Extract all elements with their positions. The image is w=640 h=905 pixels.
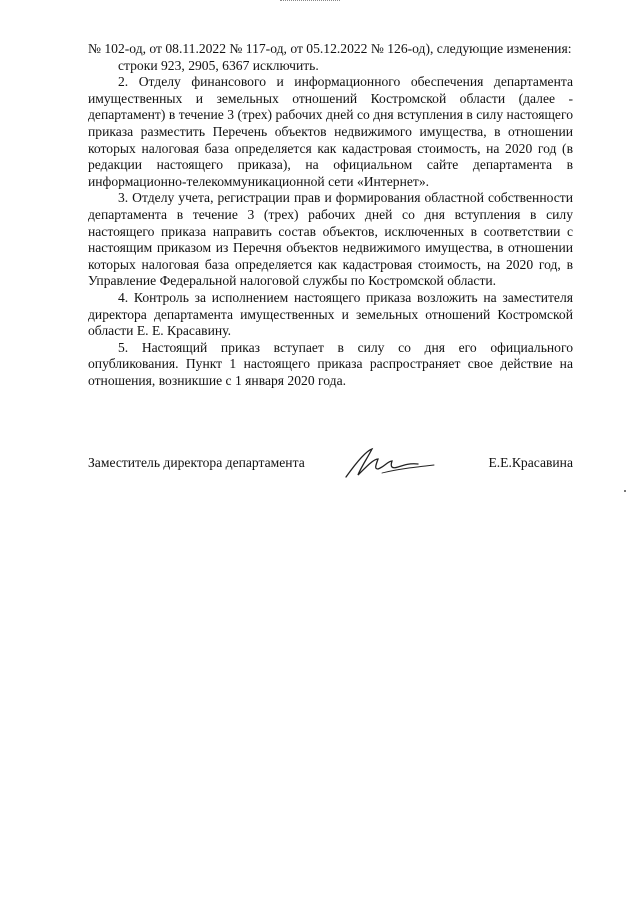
scan-artifact-dot xyxy=(624,490,626,492)
signature-block xyxy=(88,455,573,485)
paragraph-item-3: 3. Отделу учета, регистрации прав и формирования областной собственности департамента в течение 3 (трех) рабочих дней со дня вступления в силу настоящего приказа направить состав объектов, исключенных в соответствии с настоящим приказом из Перечня объектов недвижимого имущества, в отношении которых налоговая база определяется как кадастровая стоимость, на 2020 год, в Управление Федеральной налоговой службы по Костромской области. xyxy=(88,190,573,289)
scan-artifact xyxy=(280,0,340,7)
paragraph-item-4: 4. Контроль за исполнением настоящего приказа возложить на заместителя директора департамента имущественных и земельных отношений Костромской области Е. Е. Красавину. xyxy=(88,289,573,339)
signatory-name: Е.Е.Красавина xyxy=(488,455,573,470)
paragraph-item-2: 2. Отделу финансового и информационного обеспечения департамента имущественных и земельных отношений Костромской области (далее - департамент) в течение 3 (трех) рабочих дней со дня вступления в силу настоящего приказа разместить Перечень объектов недвижимого имущества, в отношении которых налоговая база определяется как кадастровая стоимость, на 2020 год (в редакции настоящего приказа), на официальном сайте департамента в информационно-телекоммуникационной сети «Интернет». xyxy=(88,74,573,189)
signatory-position: Заместитель директора департамента xyxy=(88,455,305,470)
paragraph-item-5: 5. Настоящий приказ вступает в силу со дня его официального опубликования. Пункт 1 настоящего приказа распространяет свое действие на отношения, возникшие с 1 января 2020 года. xyxy=(88,339,573,388)
paragraph-rows-exclusion: строки 923, 2905, 6367 исключить. xyxy=(118,57,319,73)
document-body xyxy=(88,41,573,389)
paragraph-continuation: № 102-од, от 08.11.2022 № 117-од, от 05.12.2022 № 126-од), следующие изменения: xyxy=(88,41,572,56)
handwritten-signature xyxy=(338,443,448,483)
